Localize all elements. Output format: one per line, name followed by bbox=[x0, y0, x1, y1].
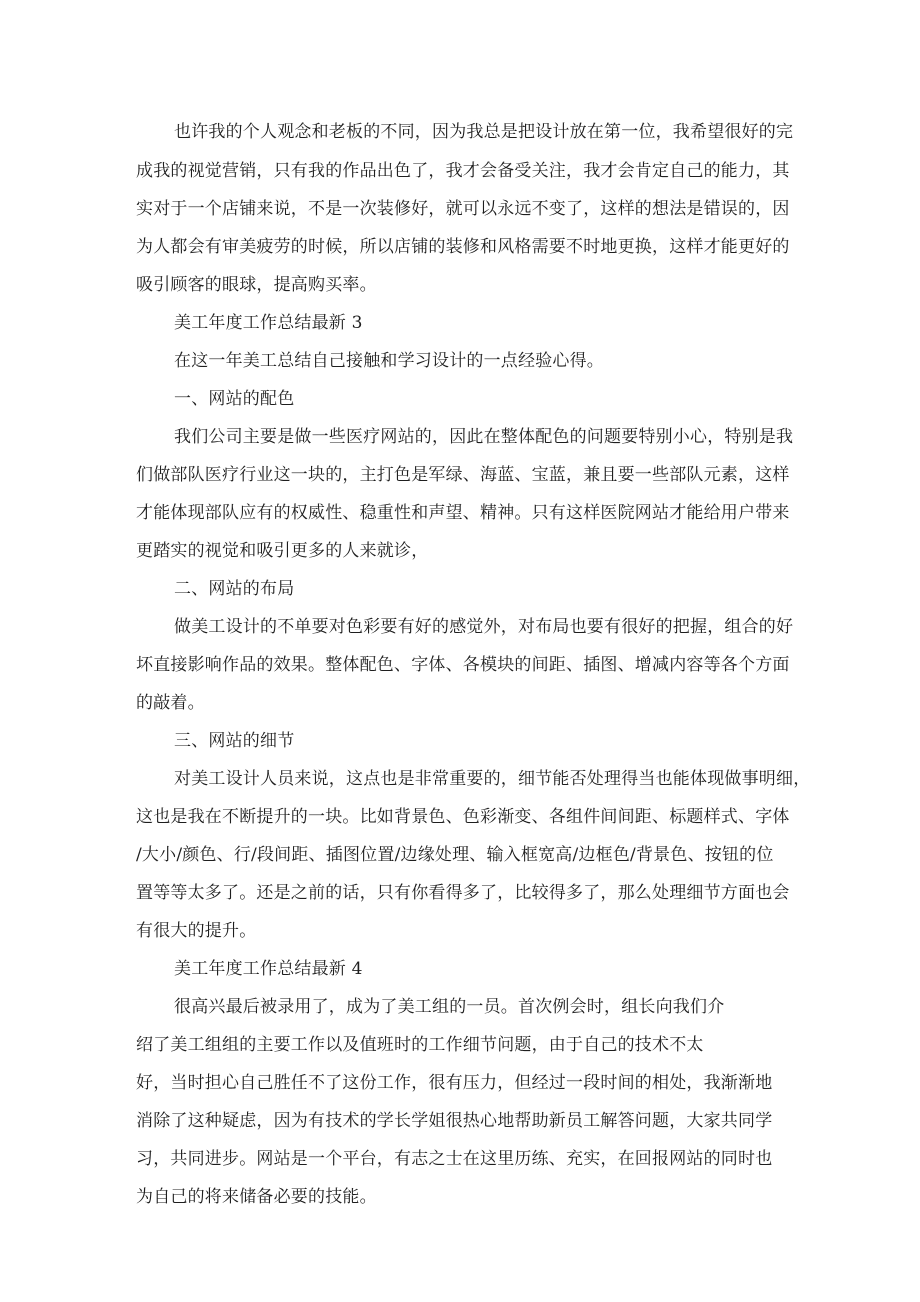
paragraph-line: /大小/颜色、行/段间距、插图位置/边缘处理、输入框宽高/边框色/背景色、按钮的位 bbox=[136, 845, 774, 865]
paragraph-line: 实对于一个店铺来说，不是一次装修好，就可以永远不变了，这样的想法是错误的，因 bbox=[136, 199, 790, 219]
paragraph-line: 的敲着。 bbox=[136, 693, 205, 713]
section-heading: 美工年度工作总结最新 4 bbox=[174, 959, 363, 979]
paragraph-line: 这也是我在不断提升的一块。比如背景色、色彩渐变、各组件间间距、标题样式、字体 bbox=[136, 807, 790, 827]
subsection-heading: 二、网站的布局 bbox=[174, 579, 295, 599]
subsection-heading: 三、网站的细节 bbox=[174, 731, 295, 751]
paragraph-line: 坏直接影响作品的效果。整体配色、字体、各模块的间距、插图、增减内容等各个方面 bbox=[136, 655, 790, 675]
paragraph-line: 好，当时担心自己胜任不了这份工作，很有压力，但经过一段时间的相处，我渐渐地 bbox=[136, 1073, 773, 1093]
paragraph-line: 绍了美工组组的主要工作以及值班时的工作细节问题，由于自己的技术不太 bbox=[136, 1035, 704, 1055]
paragraph-line: 更踏实的视觉和吸引更多的人来就诊， bbox=[136, 541, 429, 561]
paragraph-line: 才能体现部队应有的权威性、稳重性和声望、精神。只有这样医院网站才能给用户带来 bbox=[136, 503, 790, 523]
paragraph-line: 对美工设计人员来说，这点也是非常重要的，细节能否处理得当也能体现做事明细， bbox=[174, 769, 811, 789]
paragraph-line: 吸引顾客的眼球，提高购买率。 bbox=[136, 275, 377, 295]
paragraph-line: 成我的视觉营销，只有我的作品出色了，我才会备受关注，我才会肯定自己的能力，其 bbox=[136, 161, 790, 181]
paragraph-line: 我们公司主要是做一些医疗网站的，因此在整体配色的问题要特别小心，特别是我 bbox=[174, 427, 794, 447]
section-heading: 美工年度工作总结最新 3 bbox=[174, 313, 363, 333]
paragraph-line: 有很大的提升。 bbox=[136, 921, 257, 941]
paragraph-line: 们做部队医疗行业这一块的，主打色是军绿、海蓝、宝蓝，兼且要一些部队元素，这样 bbox=[136, 465, 790, 485]
paragraph-line: 习，共同进步。网站是一个平台，有志之士在这里历练、充实，在回报网站的同时也 bbox=[136, 1149, 773, 1169]
paragraph-line: 在这一年美工总结自己接触和学习设计的一点经验心得。 bbox=[174, 351, 604, 371]
paragraph-line: 做美工设计的不单要对色彩要有好的感觉外，对布局也要有很好的把握，组合的好 bbox=[174, 617, 794, 637]
paragraph-line: 为人都会有审美疲劳的时候，所以店铺的装修和风格需要不时地更换，这样才能更好的 bbox=[136, 237, 790, 257]
paragraph-line: 很高兴最后被录用了，成为了美工组的一员。首次例会时，组长向我们介 bbox=[174, 997, 725, 1017]
subsection-heading: 一、网站的配色 bbox=[174, 389, 295, 409]
paragraph-line: 置等等太多了。还是之前的话，只有你看得多了，比较得多了，那么处理细节方面也会 bbox=[136, 883, 790, 903]
paragraph-line: 为自己的将来储备必要的技能。 bbox=[136, 1187, 377, 1207]
paragraph-line: 消除了这种疑虑，因为有技术的学长学姐很热心地帮助新员工解答问题，大家共同学 bbox=[136, 1111, 773, 1131]
paragraph-line: 也许我的个人观念和老板的不同，因为我总是把设计放在第一位，我希望很好的完 bbox=[174, 122, 794, 142]
